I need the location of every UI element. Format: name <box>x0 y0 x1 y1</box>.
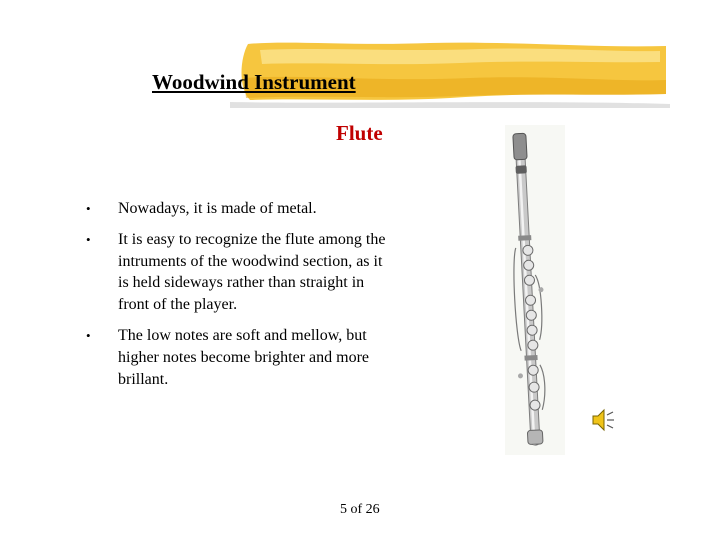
bullet-item <box>86 229 386 316</box>
bullet-marker: • <box>86 231 91 247</box>
bullet-text: Nowadays, it is made of metal. <box>118 200 317 217</box>
bullet-text: The low notes are soft and mellow, but higher notes become brighter and more brillant. <box>118 326 370 388</box>
slide-title: Woodwind Instrument <box>152 70 356 94</box>
slide-subtitle: Flute <box>336 121 383 145</box>
bullet-text: It is easy to recognize the flute among the intruments of the woodwind section, as it is held sideways rather than straight in front of the player. <box>118 230 386 314</box>
bullet-marker: • <box>86 327 91 343</box>
page-indicator: 5 of 26 <box>340 502 380 517</box>
bullet-list <box>86 198 386 399</box>
speaker-icon[interactable] <box>590 405 616 435</box>
bullet-item <box>86 325 386 390</box>
bullet-marker: • <box>86 201 91 216</box>
flute-image <box>505 125 565 455</box>
bullet-item <box>86 198 386 220</box>
